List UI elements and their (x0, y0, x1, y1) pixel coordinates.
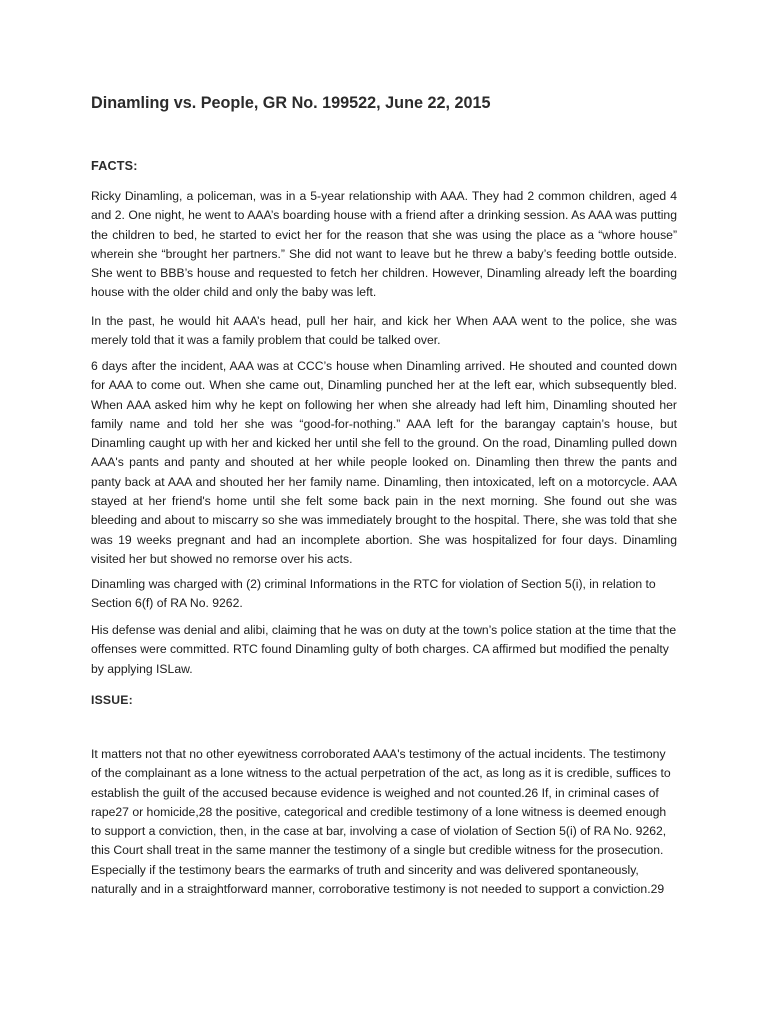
facts-paragraph-4: Dinamling was charged with (2) criminal Informations in the RTC for violation of Section 5(i), in relation to Section 6(f) of RA No. 9262. (91, 577, 656, 611)
facts-paragraph-5: His defense was denial and alibi, claiming that he was on duty at the town’s police station at the time that the offenses were committed. RTC found Dinamling gulty of both charges. CA affirmed but modified the penalty by applying ISLaw. (91, 623, 677, 676)
facts-paragraph-3: 6 days after the incident, AAA was at CCC’s house when Dinamling arrived. He shouted and counted down for AAA to come out. When she came out, Dinamling punched her at the left ear, which subsequently bled. When AAA asked him why he kept on following her when she already had left him, Dinamling shouted her family name and told her she was “good-for-nothing.” AAA left for the barangay captain’s house, but Dinamling caught up with her and kicked her until she fell to the ground. On the road, Dinamling pulled down AAA's pants and panty and shouted at her while people looked on. Dinamling then threw the pants and panty back at AAA and shouted her her family name. Dinamling, then intoxicated, left on a motorcycle. AAA stayed at her friend's home until she felt some back pain in the next morning. She found out she was bleeding and about to miscarry so she was immediately brought to the hospital. There, she was told that she was 19 weeks pregnant and had an incomplete abortion. She was hospitalized for four days. Dinamling visited her but showed no remorse over his acts. (91, 359, 677, 566)
ruling-paragraph: It matters not that no other eyewitness corroborated AAA's testimony of the actual incidents. The testimony of the complainant as a lone witness to the actual perpetration of the act, as long as it is credible, suffices to establish the guilt of the accused because evidence is weighed and not counted.26 If, in criminal cases of rape27 or homicide,28 the positive, categorical and credible testimony of a lone witness is deemed enough to support a conviction, then, in the case at bar, involving a case of violation of Section 5(i) of RA No. 9262, this Court shall treat in the same manner the testimony of a single but credible witness for the prosecution. Especially if the testimony bears the earmarks of truth and sincerity and was delivered spontaneously, naturally and in a straightforward manner, corroborative testimony is not needed to support a conviction.29 (91, 747, 671, 897)
facts-paragraph-2: In the past, he would hit AAA’s head, pull her hair, and kick her When AAA went to the police, she was merely told that it was a family problem that could be talked over. (91, 314, 677, 348)
document-title: Dinamling vs. People, GR No. 199522, June 22, 2015 (91, 94, 491, 112)
facts-paragraph-1: Ricky Dinamling, a policeman, was in a 5-year relationship with AAA. They had 2 common children, aged 4 and 2. One night, he went to AAA’s boarding house with a friend after a drinking session. As AAA was putting the children to bed, he started to evict her for the reason that she was using the place as a “whore house” wherein she “brought her partners.” She did not want to leave but he threw a baby’s feeding bottle outside. She went to BBB’s house and requested to fetch her children. However, Dinamling already left the boarding house with the older child and only the baby was left. (91, 189, 677, 300)
facts-heading: FACTS: (91, 159, 138, 173)
issue-heading: ISSUE: (91, 693, 133, 707)
